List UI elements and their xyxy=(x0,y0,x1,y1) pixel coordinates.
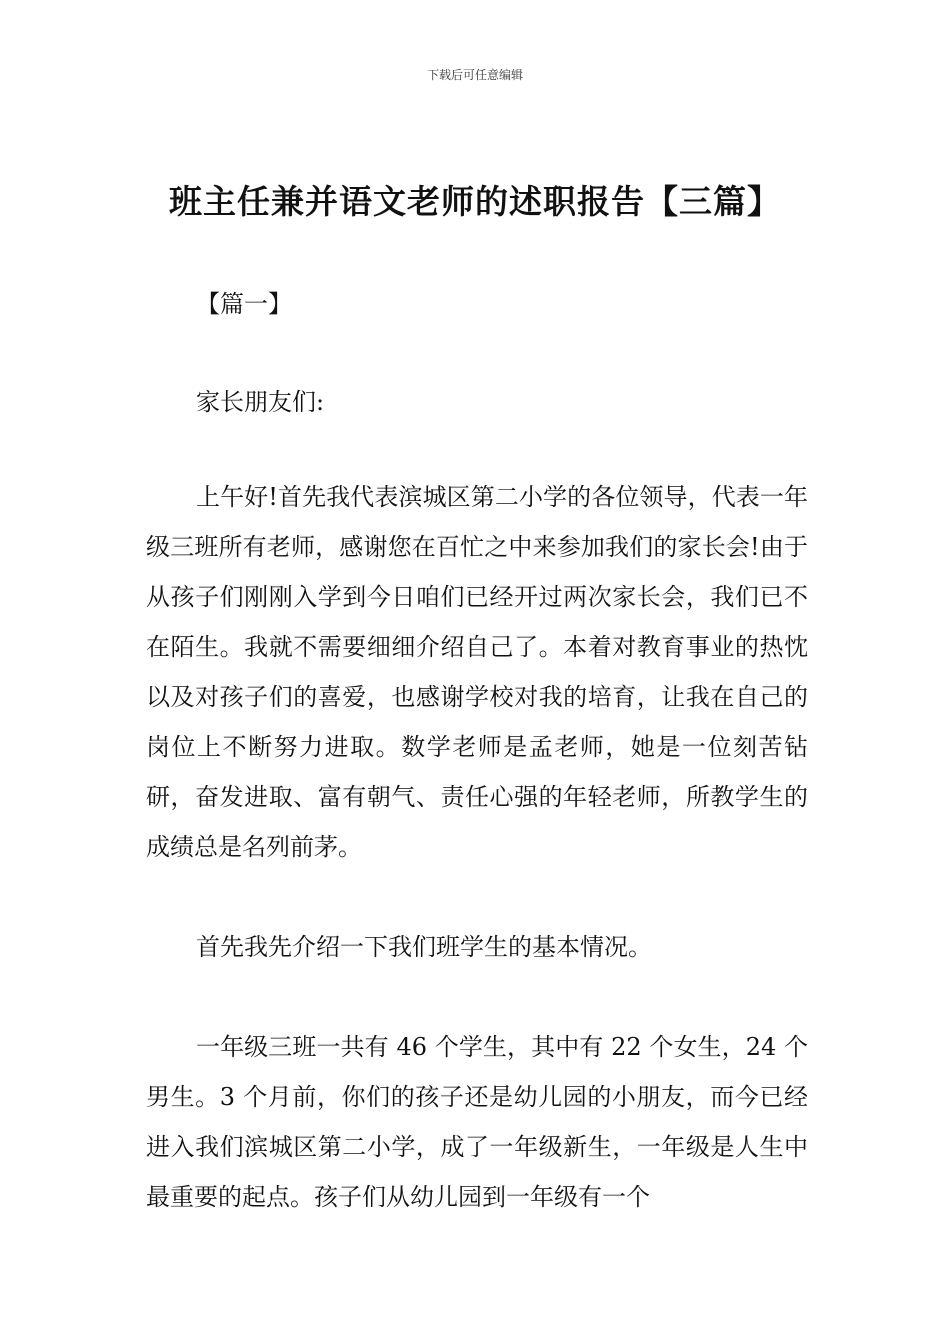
paragraph-class-details: 一年级三班一共有 46 个学生，其中有 22 个女生，24 个男生。3 个月前，你们的孩子还是幼儿园的小朋友，而今已经进入我们滨城区第二小学，成了一年级新生，一年级是人生中最重要的起点。孩子们从幼儿园到一年级有一个 xyxy=(146,1033,808,1211)
paragraph-student-overview: 首先我先介绍一下我们班学生的基本情况。 xyxy=(196,933,652,961)
section-label: 【篇一】 xyxy=(196,290,292,318)
paragraph-greeting: 家长朋友们: xyxy=(196,388,325,416)
page-title: 班主任兼并语文老师的述职报告【三篇】 xyxy=(169,182,781,221)
paragraph-introduction: 上午好!首先我代表滨城区第二小学的各位领导，代表一年级三班所有老师，感谢您在百忙之中来参加我们的家长会!由于从孩子们刚刚入学到今日咱们已经开过两次家长会，我们已不在陌生。我就不需要细细介绍自己了。本着对教育事业的热忱以及对孩子们的喜爱，也感谢学校对我的培育，让我在自己的岗位上不断努力进取。数学老师是孟老师，她是一位刻苦钻研，奋发进取、富有朝气、责任心强的年轻老师，所教学生的成绩总是名列前茅。 xyxy=(146,483,808,861)
header-note: 下载后可任意编辑 xyxy=(426,68,523,82)
